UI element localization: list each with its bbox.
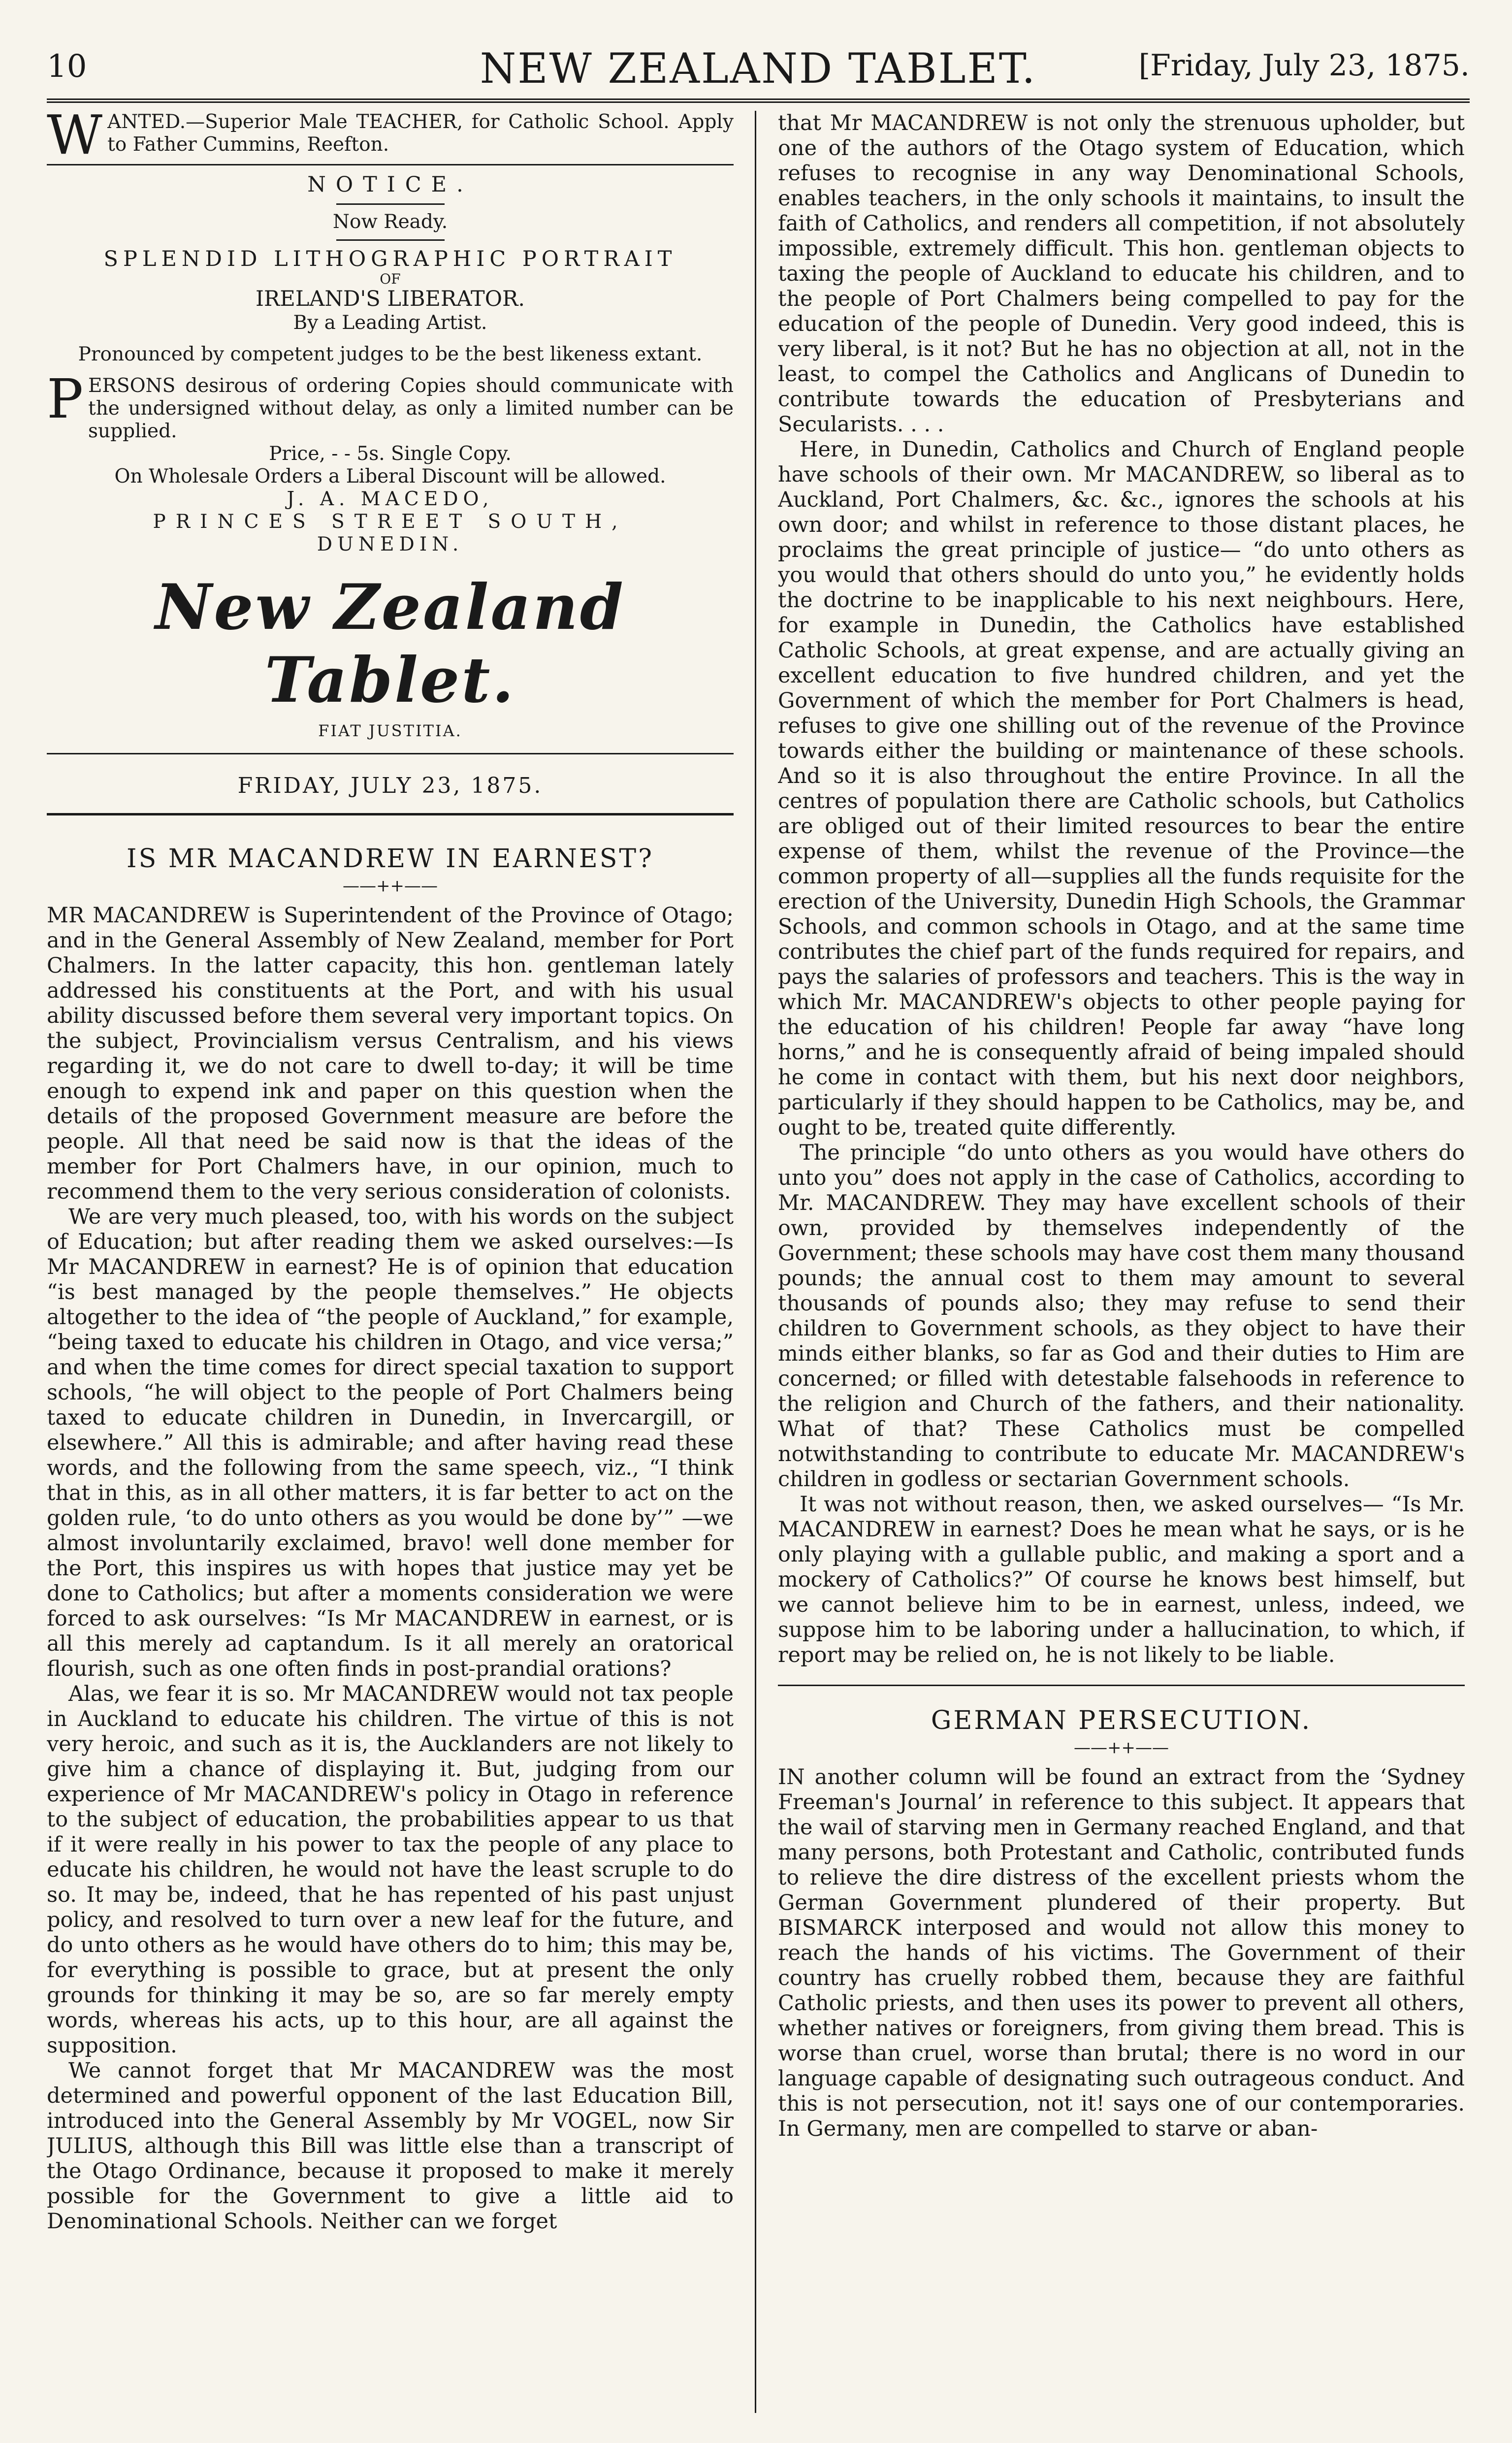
dropcap-p: P <box>47 367 84 430</box>
short-rule <box>336 239 445 241</box>
wholesale: On Wholesale Orders a Liberal Discount will be allowed. <box>114 465 666 488</box>
ornament: ——++—— <box>1074 1738 1169 1758</box>
divider <box>47 753 734 754</box>
agent-name: J. A. MACEDO, <box>287 488 494 510</box>
short-rule <box>336 203 445 205</box>
ornament: ——++—— <box>343 876 438 896</box>
column-rule <box>755 111 756 2413</box>
left-column <box>47 111 734 2413</box>
article-paragraph: We are very much pleased, too, with his words on the subject of Education; but after reading them we asked ourselves:—Is Mr MACANDREW in earnest? He is of opinion that education “is best managed by the people themselves.” He objects altogether to the idea of “the people of Auckland,” for example, “being taxed to educate his children in Otago, and vice versa;” and when the time comes for direct special taxation to support schools, “he will object to the people of Port Chalmers being taxed to educate children in Dunedin, in Invercargill, or elsewhere.” All this is admirable; and after having read these words, and the following from the same speech, viz., “I think that in this, as in all other matters, it is far better to act on the golden rule, ‘to do unto others as you would be done by’” —we almost involuntarily exclaimed, bravo! well done member for the Port, this inspires us with hopes that justice may yet be done to Catholics; but after a moments consideration we were forced to ask ourselves: “Is Mr MACANDREW in earnest, or is all this merely ad captandum. Is it all merely an oratorical flourish, such as one often finds in post-prandial orations? <box>47 1205 734 1681</box>
article-headline: IS MR MACANDREW IN EARNEST? <box>127 844 654 874</box>
nameplate-title: New Zealand Tablet. <box>155 571 625 717</box>
persons-text: ERSONS desirous of ordering Copies should communicate with the undersigned without delay, as only a limited number can be supplied. <box>88 375 734 442</box>
divider <box>47 813 734 815</box>
portrait-title: SPLENDID LITHOGRAPHIC PORTRAIT <box>103 247 677 271</box>
right-column <box>778 111 1465 2413</box>
artist: By a Leading Artist. <box>293 312 487 334</box>
issue-date: [Friday, July 23, 1875. <box>1138 48 1470 83</box>
nameplate-motto: FIAT JUSTITIA. <box>318 721 462 740</box>
wanted-text: ANTED.—Superior Male TEACHER, for Catholic School. Apply to Father Cummins, Reefton. <box>107 111 734 156</box>
wanted-advert <box>47 111 734 166</box>
page-number: 10 <box>47 48 87 85</box>
divider <box>47 164 734 165</box>
dropcap-w: W <box>47 111 103 166</box>
newspaper-page <box>47 39 1470 2413</box>
agent-city: DUNEDIN. <box>317 533 464 555</box>
divider <box>778 1685 1465 1686</box>
paper-title: NEW ZEALAND TABLET. <box>480 44 1037 93</box>
running-head <box>47 39 1470 103</box>
notice-title: NOTICE. <box>307 172 473 197</box>
article-paragraph: Alas, we fear it is so. Mr MACANDREW would not tax people in Auckland to educate his children. The virtue of this is not very heroic, and such as it is, the Aucklanders are not likely to give him a chance of displaying it. But, judging from our experience of Mr MACANDREW's policy in Otago in reference to the subject of education, the probabilities appear to us that if it were really in his power to tax the people of any place to educate his children, he would not have the least scruple to do so. It may be, indeed, that he has repented of his past unjust policy, and resolved to turn over a new leaf for the future, and do unto others as he would have others do to him; this may be, for everything is possible to grace, but at present the only grounds for thinking it may be so, are so far merely empty words, whereas his acts, up to this hour, are all against the supposition. <box>47 1682 734 2058</box>
article-paragraph: that Mr MACANDREW is not only the strenuous upholder, but one of the authors of the Otago system of Education, which refuses to recognise in any way Denominational Schools, enables teachers, in the only schools it maintains, to insult the faith of Catholics, and renders all competition, if not absolutely impossible, extremely difficult. This hon. gentleman objects to taxing the people of Auckland to educate his children, and to the people of Port Chalmers being compelled to pay for the education of the people of Dunedin. Very good indeed, this is very liberal, is it not? But he has no objection at all, not in the least, to compel the Catholics and Anglicans of Dunedin to contribute towards the education of Presbyterians and Secularists. . . . <box>778 111 1465 437</box>
dateline: FRIDAY, JULY 23, 1875. <box>237 773 543 798</box>
liberator: IRELAND'S LIBERATOR. <box>256 287 525 311</box>
article-paragraph: It was not without reason, then, we asked ourselves— “Is Mr. MACANDREW in earnest? Does he mean what he says, or is he only playing with a gullable public, and making a sport and a mockery of Catholics?” Of course he knows best himself, but we cannot believe him to be in earnest, unless, indeed, we suppose him to be laboring under a hallucination, to which, if report may be relied on, he is not likely to be liable. <box>778 1492 1465 1667</box>
pronounced: Pronounced by competent judges to be the best likeness extant. <box>78 343 703 365</box>
of-label: OF <box>380 271 401 287</box>
article-paragraph: MR MACANDREW is Superintendent of the Province of Otago; and in the General Assembly of New Zealand, member for Port Chalmers. In the latter capacity, this hon. gentleman lately addressed his constituents at the Port, and with his usual ability discussed before them several very important topics. On the subject, Provincialism versus Centralism, and his views regarding it, we do not care to dwell to-day; it will be time enough to expend ink and paper on this question when the details of the proposed Government measure are before the people. All that need be said now is that the ideas of the member for Port Chalmers have, in our opinion, much to recommend them to the very serious consideration of colonists. <box>47 903 734 1204</box>
portrait-advert <box>47 172 734 556</box>
article-paragraph: Here, in Dunedin, Catholics and Church of England people have schools of their own. Mr MACANDREW, so liberal as to Auckland, Port Chalmers, &c. &c., ignores the schools at his own door; and whilst in reference to those distant places, he proclaims the great principle of justice— “do unto others as you would that others should do unto you,” he evidently holds the doctrine to be inapplicable to his next neighbours. Here, for example in Dunedin, the Catholics have established Catholic Schools, at great expense, and are actually giving an excellent education to five hundred children, and yet the Government of which the member for Port Chalmers is head, refuses to give one shilling out of the revenue of the Province towards either the building or maintenance of these schools. And so it is also throughout the entire Province. In all the centres of population there are Catholic schools, but Catholics are obliged out of their limited resources to bear the entire expense of them, whilst the revenue of the Province—the common property of all—supplies all the funds requisite for the erection of the University, Dunedin High Schools, the Grammar Schools, and common schools in Otago, and at the same time contributes the chief part of the funds required for repairs, and pays the salaries of professors and teachers. This is the way in which Mr. MACANDREW's objects to other people paying for the education of his children! People far away “have long horns,” and he is consequently afraid of being impaled should he come in contact with them, but his next door neighbors, particularly if they should happen to be Catholics, may be, and ought to be, treated quite differently. <box>778 437 1465 1140</box>
now-ready: Now Ready. <box>332 211 448 233</box>
article-paragraph: IN another column will be found an extract from the ‘Sydney Freeman's Journal’ in reference to this subject. It appears that the wail of starving men in Germany reached England, and that many persons, both Protestant and Catholic, contributed funds to relieve the dire distress of the excellent priests whom the German Government plundered of their property. But BISMARCK interposed and would not allow this money to reach the hands of his victims. The Government of their country has cruelly robbed them, because they are faithful Catholic priests, and then uses its power to prevent all others, whether natives or foreigners, from giving them bread. This is worse than cruel, worse than brutal; there is no word in our language capable of designating such outrageous conduct. And this is not persecution, not it! says one of our contemporaries. In Germany, men are compelled to starve or aban- <box>778 1765 1465 2141</box>
article-paragraph: The principle “do unto others as you would have others do unto you” does not apply in the case of Catholics, according to Mr. MACANDREW. They may have excellent schools of their own, provided by themselves independently of the Government; these schools may have cost them many thousand pounds; the annual cost to them may amount to several thousands of pounds also; they may refuse to send their children to Government schools, as they object to have their minds either blanks, so far as God and their duties to Him are concerned; or filled with detestable falsehoods in reference to the religion and Church of the fathers, and their nationality. What of that? These Catholics must be compelled notwithstanding to contribute to educate Mr. MACANDREW's children in godless or sectarian Government schools. <box>778 1140 1465 1492</box>
price: Price, - - 5s. Single Copy. <box>269 443 512 465</box>
article-paragraph: We cannot forget that Mr MACANDREW was the most determined and powerful opponent of the last Education Bill, introduced into the General Assembly by Mr VOGEL, now Sir JULIUS, although this Bill was little else than a transcript of the Otago Ordinance, because it proposed to make it merely possible for the Government to give a little aid to Denominational Schools. Neither can we forget <box>47 2058 734 2234</box>
columns <box>47 111 1470 2413</box>
agent-street: PRINCES STREET SOUTH, <box>153 511 628 533</box>
article-headline: GERMAN PERSECUTION. <box>931 1706 1312 1735</box>
